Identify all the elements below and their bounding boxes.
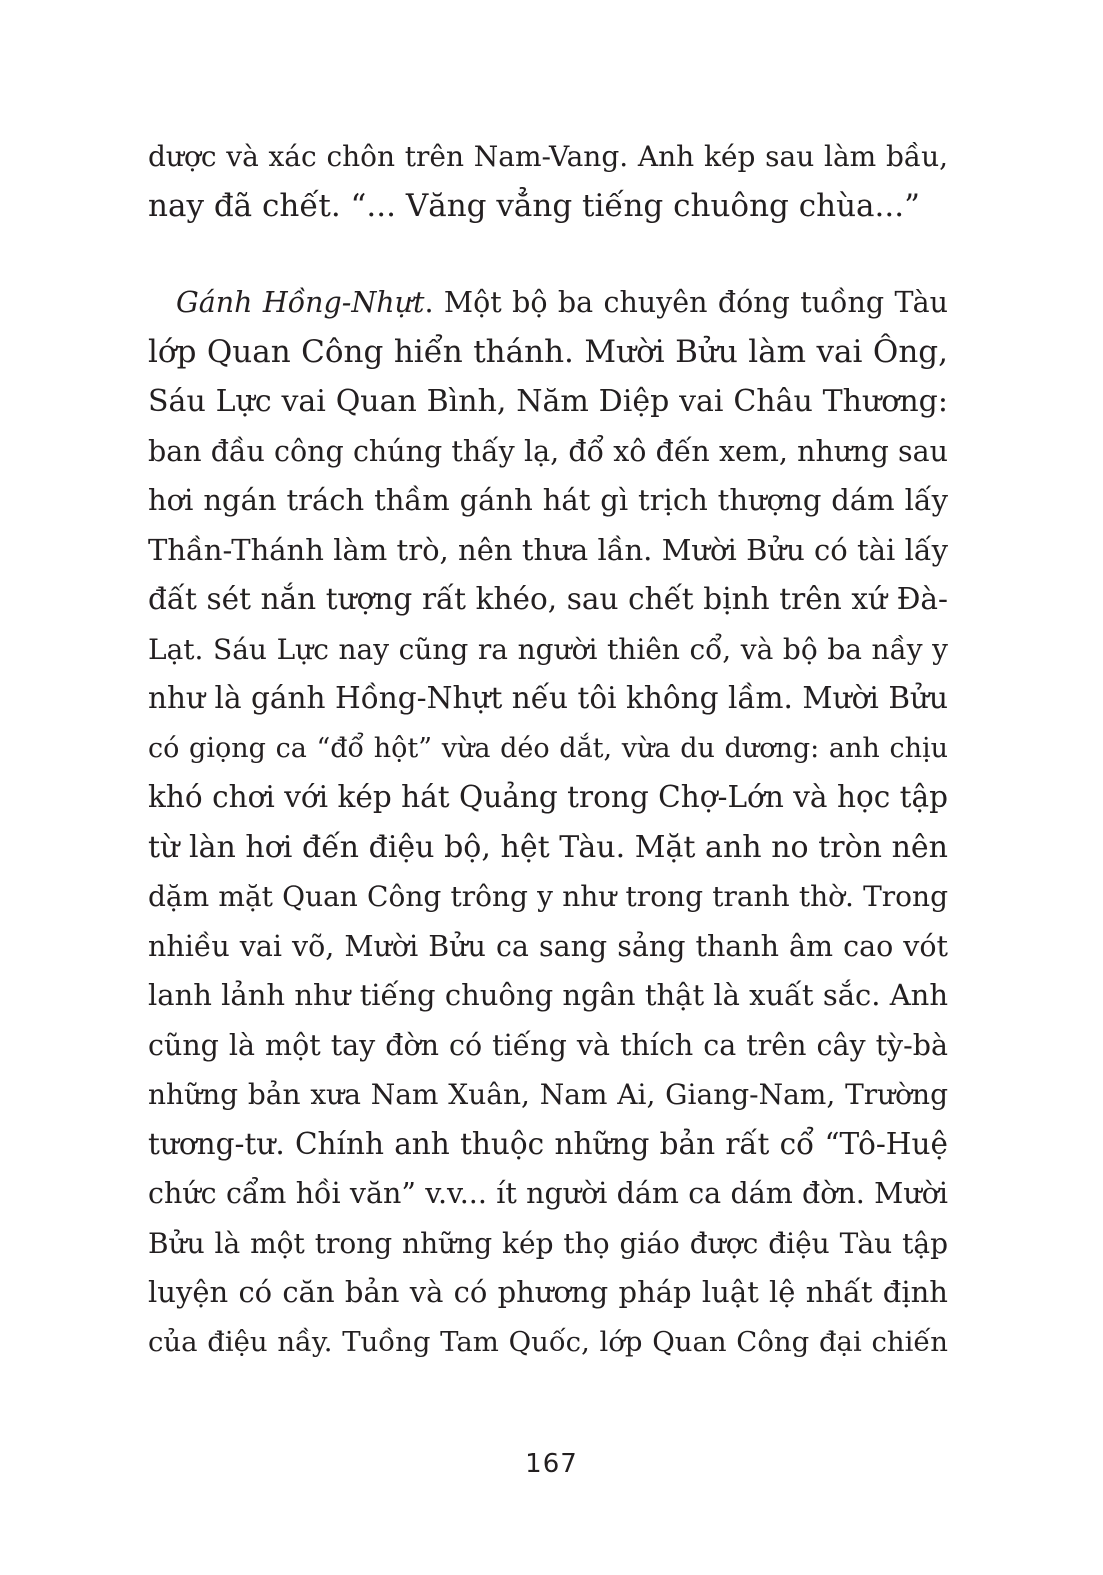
- text-line: tương-tư. Chính anh thuộc những bản rất cổ “Tô-Huệ: [148, 1126, 948, 1161]
- text-line: Lạt. Sáu Lực nay cũng ra người thiên cổ, và bộ ba nầy y: [148, 632, 948, 666]
- text-line: của điệu nầy. Tuồng Tam Quốc, lớp Quan Công đại chiến: [148, 1325, 948, 1358]
- text-line: dược và xác chôn trên Nam-Vang. Anh kép sau làm bầu,: [148, 140, 948, 173]
- text-line: Sáu Lực vai Quan Bình, Năm Diệp vai Châu Thương:: [148, 384, 948, 419]
- text-line: Bửu là một trong những kép thọ giáo được điệu Tàu tập: [148, 1226, 948, 1260]
- text-line: nhiều vai võ, Mười Bửu ca sang sảng thanh âm cao vót: [148, 929, 948, 963]
- text-line: cũng là một tay đờn có tiếng và thích ca trên cây tỳ-bà: [148, 1028, 948, 1062]
- troupe-name: Gánh Hồng-Nhựt: [176, 286, 425, 319]
- text-line: chức cẩm hồi văn” v.v... ít người dám ca dám đờn. Mười: [148, 1177, 948, 1210]
- paragraph-ganh-hong-nhut: [148, 278, 948, 1367]
- text-line: ban đầu công chúng thấy lạ, đổ xô đến xem, nhưng sau: [148, 434, 948, 468]
- page-number: 167: [525, 1449, 578, 1479]
- text-line: [148, 278, 948, 328]
- text-run: . Một bộ ba chuyên đóng tuồng Tàu: [424, 286, 948, 319]
- text-line: từ làn hơi đến điệu bộ, hệt Tàu. Mặt anh no tròn nên: [148, 829, 948, 865]
- text-line: những bản xưa Nam Xuân, Nam Ai, Giang-Nam, Trường: [148, 1078, 948, 1111]
- text-line: dặm mặt Quan Công trông y như trong tranh thờ. Trong: [148, 880, 948, 913]
- paragraph-continuation: [148, 132, 948, 231]
- text-line: có giọng ca “đổ hột” vừa déo dắt, vừa du dương: anh chịu: [148, 732, 948, 764]
- text-line: như là gánh Hồng-Nhựt nếu tôi không lầm. Mười Bửu: [148, 681, 948, 715]
- text-line: lanh lảnh như tiếng chuông ngân thật là xuất sắc. Anh: [148, 978, 948, 1012]
- text-line: hơi ngán trách thầm gánh hát gì trịch thượng dám lấy: [148, 483, 948, 517]
- text-line: đất sét nắn tượng rất khéo, sau chết bịnh trên xứ Đà-: [148, 582, 948, 616]
- text-line: Thần-Thánh làm trò, nên thưa lần. Mười Bửu có tài lấy: [148, 532, 948, 567]
- text-line: khó chơi với kép hát Quảng trong Chợ-Lớn và học tập: [148, 780, 948, 814]
- text-line: luyện có căn bản và có phương pháp luật lệ nhất định: [148, 1275, 948, 1309]
- text-line: nay đã chết. “... Văng vẳng tiếng chuông chùa...”: [148, 187, 920, 224]
- text-line: lớp Quan Công hiển thánh. Mười Bửu làm vai Ông,: [148, 333, 948, 370]
